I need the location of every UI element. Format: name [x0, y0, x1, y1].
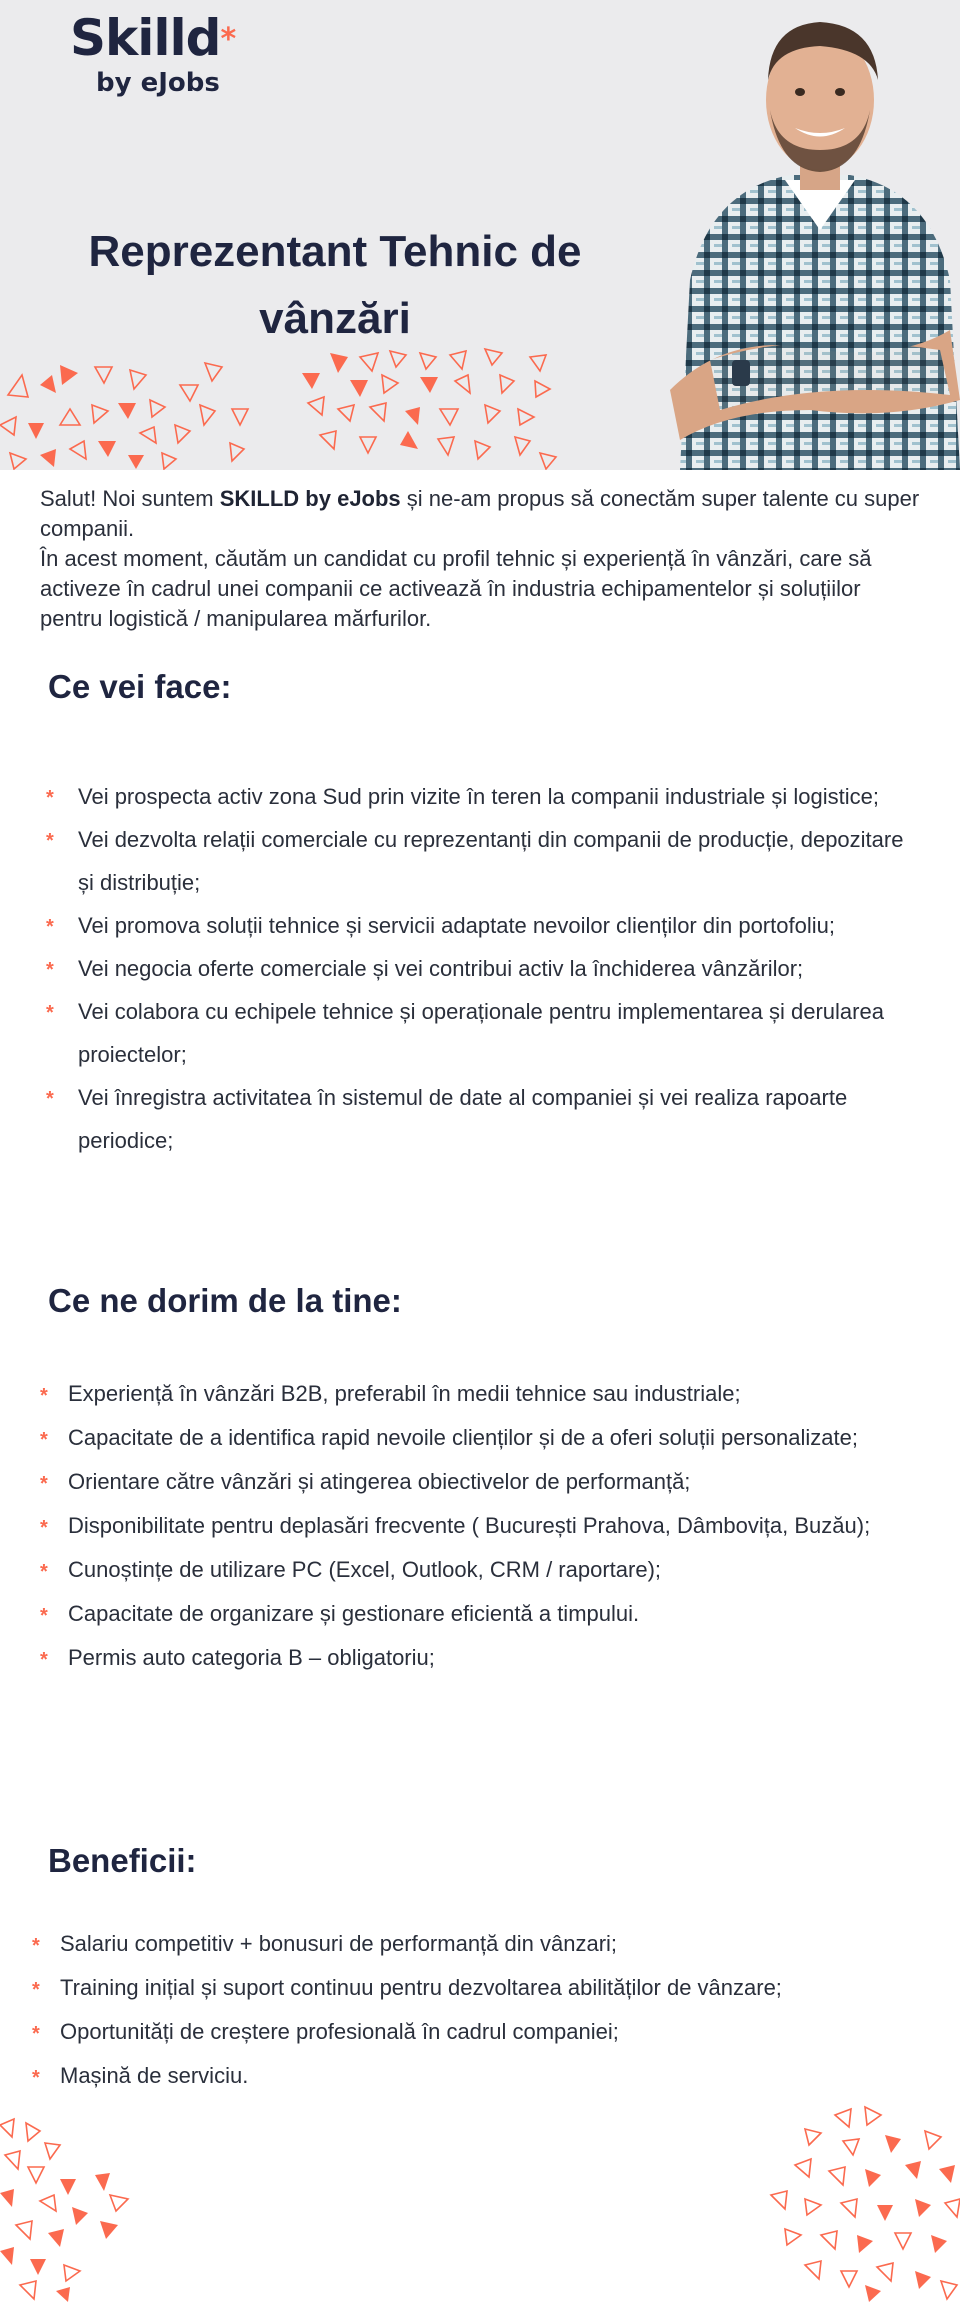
list-item: * Capacitate de a identifica rapid nevoile clienților și de a oferi soluții personalizate; — [68, 1416, 928, 1460]
job-title: Reprezentant Tehnic de vânzări — [88, 227, 582, 343]
intro-text — [40, 484, 920, 634]
asterisk-bullet-icon: * — [40, 1517, 48, 1539]
triangle-pattern-decoration-center — [290, 345, 560, 470]
list-what-you-do — [46, 775, 918, 1162]
brand-mention: SKILLD by eJobs — [219, 486, 401, 511]
intro-paragraph-1: Salut! Noi suntem SKILLD by eJobs și ne-am propus să conectăm super talente cu super companii. — [40, 486, 920, 541]
triangle-pattern-decoration-bottom-left — [0, 2115, 140, 2302]
header-banner — [0, 0, 960, 470]
asterisk-bullet-icon: * — [32, 1935, 40, 1957]
list-item: * Vei înregistra activitatea în sistemul de date al companiei și vei realiza rapoarte periodice; — [78, 1076, 918, 1162]
asterisk-bullet-icon: * — [46, 830, 54, 852]
section-title-requirements: Ce ne dorim de la tine: — [48, 1282, 402, 1319]
list-item: * Experiență în vânzări B2B, preferabil în medii tehnice sau industriale; — [68, 1372, 928, 1416]
list-benefits — [32, 1922, 920, 2098]
asterisk-bullet-icon: * — [32, 1979, 40, 2001]
asterisk-bullet-icon: * — [46, 959, 54, 981]
list-item: * Vei promova soluții tehnice și servicii adaptate nevoilor clienților din portofoliu; — [78, 904, 918, 947]
asterisk-bullet-icon: * — [40, 1385, 48, 1407]
list-item: * Vei prospecta activ zona Sud prin vizite în teren la companii industriale și logistice; — [78, 775, 918, 818]
section-title-benefits: Beneficii: — [48, 1842, 197, 1879]
list-item: * Vei colabora cu echipele tehnice și operaționale pentru implementarea și derularea proiectelor; — [78, 990, 918, 1076]
hero-photo-man — [650, 0, 960, 470]
list-item: * Vei negocia oferte comerciale și vei contribui activ la închiderea vânzărilor; — [78, 947, 918, 990]
asterisk-bullet-icon: * — [46, 1002, 54, 1024]
section-title-what-you-do: Ce vei face: — [48, 668, 232, 705]
logo-subtitle: by eJobs — [96, 68, 220, 98]
intro-paragraph-2: În acest moment, căutăm un candidat cu profil tehnic și experiență în vânzări, care să activeze în cadrul unei companii ce activează în industria echipamentelor și soluțiilor pentru logistică / manipularea mărfurilor. — [40, 546, 872, 631]
list-item: * Capacitate de organizare și gestionare eficientă a timpului. — [68, 1592, 928, 1636]
list-item: * Training inițial și suport continuu pentru dezvoltarea abilităților de vânzare; — [60, 1966, 920, 2010]
asterisk-bullet-icon: * — [40, 1561, 48, 1583]
asterisk-bullet-icon: * — [40, 1605, 48, 1627]
list-item: * Vei dezvolta relații comerciale cu reprezentanți din companii de producție, depozitare și distribuție; — [78, 818, 918, 904]
triangle-pattern-decoration-left — [0, 345, 270, 470]
list-item: * Oportunități de creștere profesională în cadrul companiei; — [60, 2010, 920, 2054]
list-item: * Mașină de serviciu. — [60, 2054, 920, 2098]
list-item: * Orientare către vânzări și atingerea obiectivelor de performanță; — [68, 1460, 928, 1504]
list-item: * Cunoștințe de utilizare PC (Excel, Outlook, CRM / raportare); — [68, 1548, 928, 1592]
list-item: * Permis auto categoria B – obligatoriu; — [68, 1636, 928, 1680]
list-requirements — [40, 1372, 928, 1680]
asterisk-bullet-icon: * — [40, 1649, 48, 1671]
asterisk-bullet-icon: * — [32, 2067, 40, 2089]
list-item: * Disponibilitate pentru deplasări frecvente ( București Prahova, Dâmbovița, Buzău); — [68, 1504, 928, 1548]
list-item: * Salariu competitiv + bonusuri de performanță din vânzari; — [60, 1922, 920, 1966]
asterisk-bullet-icon: * — [46, 787, 54, 809]
triangle-pattern-decoration-bottom-right — [765, 2095, 960, 2302]
logo-wordmark: Skilld — [70, 9, 221, 67]
asterisk-bullet-icon: * — [40, 1429, 48, 1451]
asterisk-bullet-icon: * — [46, 1088, 54, 1110]
logo-star-icon: * — [220, 22, 236, 57]
asterisk-bullet-icon: * — [46, 916, 54, 938]
asterisk-bullet-icon: * — [40, 1473, 48, 1495]
asterisk-bullet-icon: * — [32, 2023, 40, 2045]
skilld-logo[interactable] — [70, 8, 235, 98]
